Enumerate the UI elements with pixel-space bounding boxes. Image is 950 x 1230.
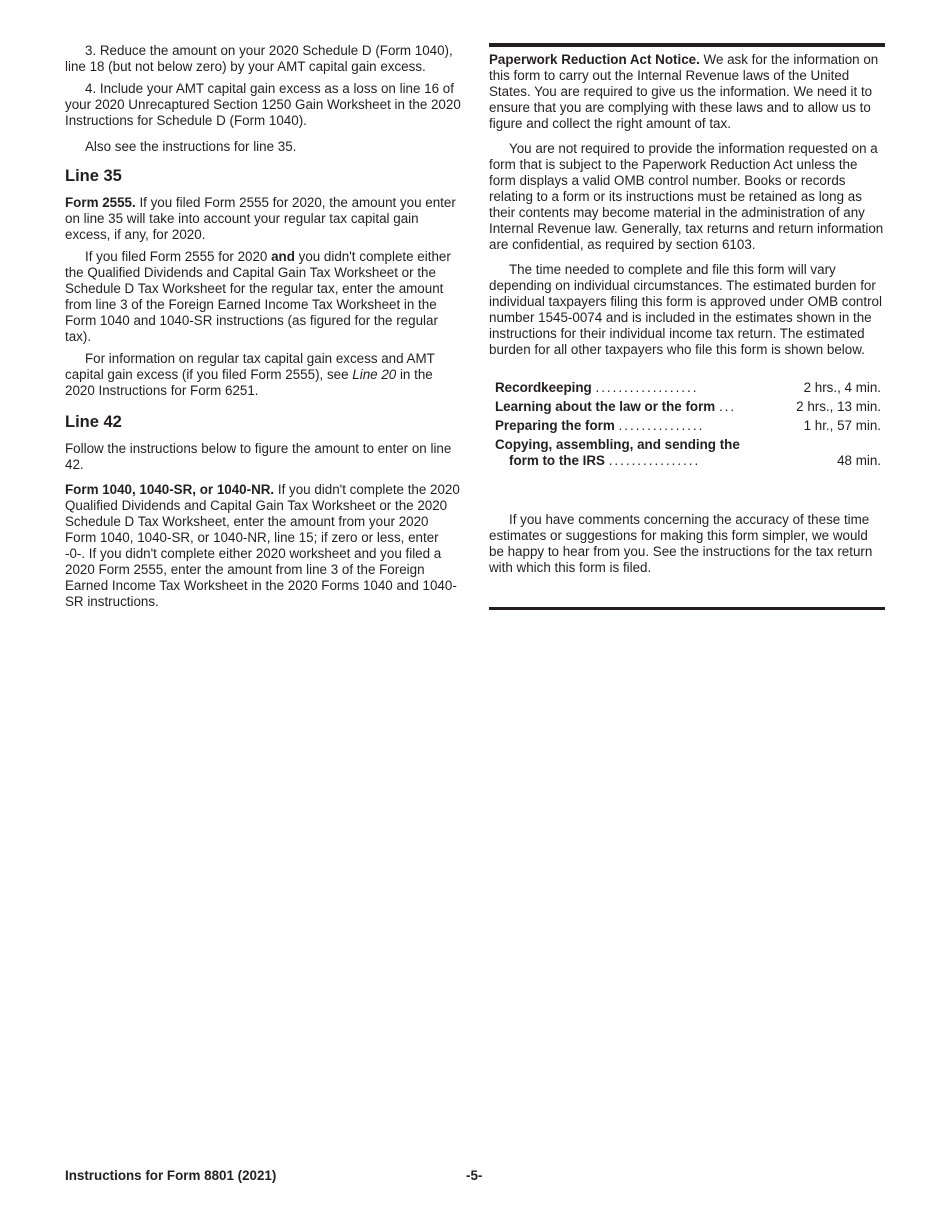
line-42-heading: Line 42	[65, 413, 122, 431]
burden-row-learning: Learning about the law or the form ... 2 hrs., 13 min.	[495, 399, 881, 414]
step-3-text: 3. Reduce the amount on your 2020 Schedule D (Form 1040), line 18 (but not below zero) by your AMT capital gain excess.	[65, 43, 453, 74]
burden-row-copying-cont: form to the IRS ................ 48 min.	[509, 453, 881, 468]
see-also-text: Also see the instructions for line 35.	[85, 139, 297, 154]
burden-row-copying: Copying, assembling, and sending the	[495, 437, 740, 452]
top-rule	[489, 43, 885, 47]
burden-table	[495, 380, 881, 472]
line-35-heading: Line 35	[65, 167, 122, 185]
burden-row-preparing: Preparing the form ............... 1 hr., 57 min.	[495, 418, 881, 433]
line-35-paragraph-2: If you filed Form 2555 for 2020 and you didn't complete either the Qualified Dividends and Capital Gain Tax Worksheet or the Schedule D Tax Worksheet for the regular tax, enter the amount from line 3 of the Foreign Earned Income Tax Worksheet in the Form 1040 and 1040-SR instructions (as figured for the regular tax).	[65, 249, 451, 344]
form-2555-label: Form 2555.	[65, 195, 136, 210]
burden-row-recordkeeping: Recordkeeping .................. 2 hrs., 4 min.	[495, 380, 881, 395]
step-4-text: 4. Include your AMT capital gain excess as a loss on line 16 of your 2020 Unrecaptured Section 1250 Gain Worksheet in the 2020 Instructions for Schedule D (Form 1040).	[65, 81, 461, 128]
paperwork-notice-label: Paperwork Reduction Act Notice.	[489, 52, 700, 67]
footer-form-title: Instructions for Form 8801 (2021)	[65, 1168, 277, 1183]
paperwork-notice: Paperwork Reduction Act Notice. We ask for the information on this form to carry out the Internal Revenue laws of the United States. You are required to give us the information. We need it to ensure that you are complying with these laws and to allow us to figure and collect the right amount of tax.	[489, 52, 879, 131]
comments-paragraph: If you have comments concerning the accuracy of these time estimates or suggestions for making this form simpler, we would be happy to hear from you. See the instructions for the tax return with which this form is filed.	[489, 512, 873, 575]
form-1040-paragraph: Form 1040, 1040-SR, or 1040-NR. If you didn't complete the 2020 Qualified Dividends and Capital Gain Tax Worksheet or the 2020 Schedule D Tax Worksheet, enter the amount from your 2020 Form 1040, 1040-SR, or 1040-NR, line 15; if zero or less, enter -0-. If you didn't complete either 2020 worksheet and you filed a 2020 Form 2555, enter the amount from line 3 of the Foreign Earned Income Tax Worksheet in the 2020 Forms 1040 and 1040-SR instructions.	[65, 482, 460, 609]
omb-paragraph: You are not required to provide the information requested on a form that is subject to the Paperwork Reduction Act unless the form displays a valid OMB control number. Books or records relating to a form or its instructions must be retained as long as their contents may become material in the administration of any Internal Revenue law. Generally, tax returns and return information are confidential, as required by section 6103.	[489, 141, 884, 252]
right-column	[489, 52, 885, 582]
page-number: -5-	[466, 1168, 483, 1183]
line-42-intro: Follow the instructions below to figure the amount to enter on line 42.	[65, 441, 452, 472]
form-1040-label: Form 1040, 1040-SR, or 1040-NR.	[65, 482, 275, 497]
form-2555-paragraph: Form 2555. If you filed Form 2555 for 2020, the amount you enter on line 35 will take into account your regular tax capital gain excess, if any, for 2020.	[65, 195, 456, 242]
left-column	[65, 43, 462, 616]
burden-paragraph: The time needed to complete and file this form will vary depending on individual circumstances. The estimated burden for individual taxpayers filing this form is approved under OMB control number 1545-0074 and is included in the estimates shown in the instructions for their individual income tax return. The estimated burden for all other taxpayers who file this form is shown below.	[489, 262, 882, 357]
line-35-paragraph-3: For information on regular tax capital gain excess and AMT capital gain excess (if you filed Form 2555), see Line 20 in the 2020 Instructions for Form 6251.	[65, 351, 435, 398]
bottom-rule	[489, 607, 885, 610]
